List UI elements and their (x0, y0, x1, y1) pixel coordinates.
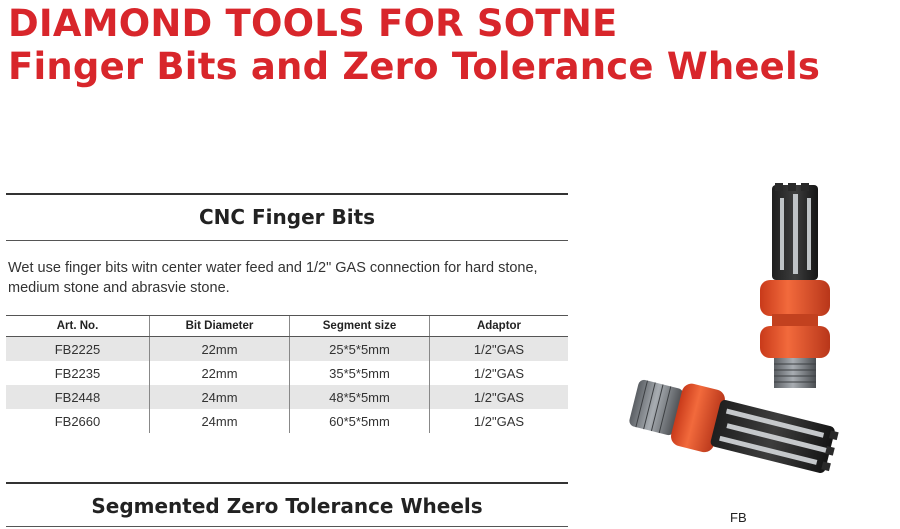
cell-segment-size: 48*5*5mm (290, 385, 430, 409)
cell-bit-diameter: 22mm (150, 337, 290, 362)
section-divider (6, 526, 568, 527)
cell-bit-diameter: 22mm (150, 361, 290, 385)
section-title-cnc-finger-bits: CNC Finger Bits (198, 205, 376, 229)
section-divider (6, 240, 568, 241)
spec-table (6, 315, 568, 433)
cell-adaptor: 1/2"GAS (430, 409, 569, 433)
cell-art-no: FB2235 (54, 365, 101, 381)
product-description: Wet use finger bits witn center water feed and 1/2" GAS connection for hard stone, medium stone and abrasvie stone. (8, 260, 538, 296)
col-header-adaptor: Adaptor (430, 316, 569, 337)
table-row (6, 409, 568, 433)
cell-segment-size: 60*5*5mm (290, 409, 430, 433)
cell-art-no: FB2225 (6, 337, 150, 362)
col-header-bit-diameter: Bit Diameter (150, 316, 290, 337)
page-title-line1: DIAMOND TOOLS FOR SOTNE (8, 2, 618, 45)
cell-adaptor: 1/2"GAS (430, 337, 569, 362)
col-header-segment-size: Segment size (290, 316, 430, 337)
cell-bit-diameter: 24mm (150, 385, 290, 409)
cell-adaptor: 1/2"GAS (430, 361, 569, 385)
cell-segment-size: 25*5*5mm (290, 337, 430, 362)
image-caption: FB (730, 510, 747, 525)
col-header-art-no: Art. No. (6, 316, 150, 337)
cell-segment-size: 35*5*5mm (290, 361, 430, 385)
section-title-zero-tolerance-wheels: Segmented Zero Tolerance Wheels (91, 494, 483, 518)
finger-bit-product-image (600, 180, 860, 505)
section-divider-top (6, 193, 568, 195)
table-header-row (6, 316, 568, 337)
table-row (6, 361, 568, 385)
cell-art-no: FB2660 (54, 413, 101, 429)
page-title-line2: Finger Bits and Zero Tolerance Wheels (8, 45, 821, 88)
cell-art-no: FB2448 (6, 385, 150, 409)
upright-finger-bit (760, 183, 830, 388)
cell-bit-diameter: 24mm (150, 409, 290, 433)
table-row (6, 337, 568, 362)
section-divider-bottom (6, 482, 568, 484)
table-row (6, 385, 568, 409)
cell-adaptor: 1/2"GAS (430, 385, 569, 409)
